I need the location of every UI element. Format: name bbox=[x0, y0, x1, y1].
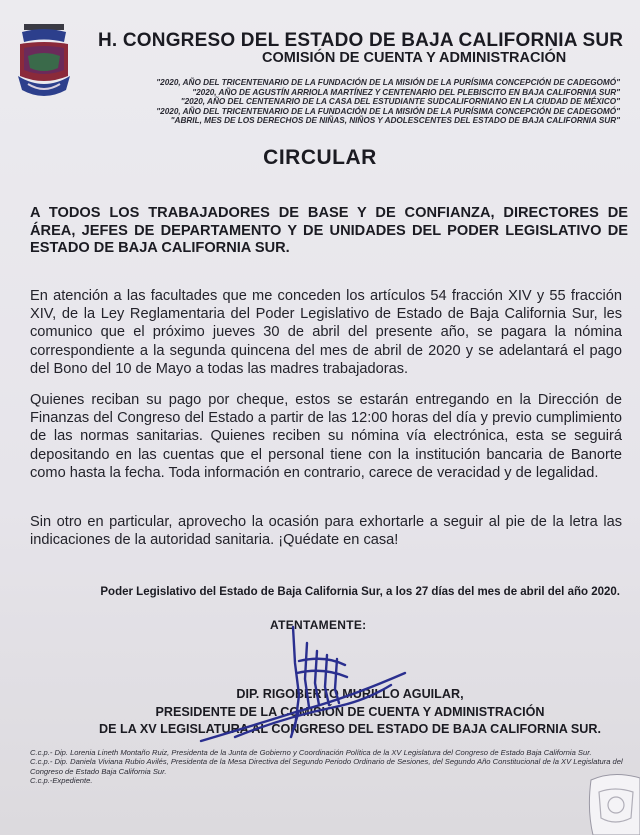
paragraph: En atención a las facultades que me conceden los artículos 54 fracción XIV y 55 fracción XIV, de la Ley Reglamentaria del Poder Legislativo de Estado de Baja California Sur, les comunico que el próximo jueves 30 de abril del presente año, se pagara la nómina correspondiente a la segunda quincena del mes de abril de 2020 y se adelantará el pago del Bono del 10 de Mayo a todas las madres trabajadoras. bbox=[30, 288, 622, 377]
year-motto: "2020, AÑO DEL TRICENTENARIO DE LA FUNDACIÓN DE LA MISIÓN DE LA PURÍSIMA CONCEPCIÓN DE CADEGOMÓ" bbox=[156, 78, 620, 87]
signatory-legislature: DE LA XV LEGISLATURA AL CONGRESO DEL ESTADO DE BAJA CALIFORNIA SUR. bbox=[99, 722, 601, 736]
dateline: Poder Legislativo del Estado de Baja California Sur, a los 27 días del mes de abril del año 2020. bbox=[100, 586, 620, 598]
cc-entry: C.c.p.- Dip. Lorenia Lineth Montaño Ruiz, Presidenta de la Junta de Gobierno y Coordinación Política de la XV Legislatura del Congreso de Estado Baja California Sur. bbox=[30, 748, 592, 757]
handwritten-signature bbox=[195, 615, 415, 745]
year-motto: "2020, AÑO DE AGUSTÍN ARRIOLA MARTÍNEZ Y CENTENARIO DEL PLEBISCITO EN BAJA CALIFORNIA SUR" bbox=[192, 87, 620, 97]
year-mottos bbox=[80, 78, 620, 126]
official-seal-icon bbox=[585, 770, 640, 835]
cc-entry: C.c.p.- Dip. Daniela Viviana Rubio Avilés, Presidenta de la Mesa Directiva del Segundo Periodo Ordinario de Sesiones, del Segundo Año Constitucional de la XV Legislatura del Congreso de Estado Baja California Sur. bbox=[30, 757, 623, 776]
closing: ATENTAMENTE: bbox=[270, 618, 367, 632]
cc-entry: C.c.p.-Expediente. bbox=[30, 776, 93, 786]
signatory-title: PRESIDENTE DE LA COMISIÓN DE CUENTA Y ADMINISTRACIÓN bbox=[155, 705, 545, 719]
congress-logo-icon bbox=[14, 22, 74, 104]
paragraph: Sin otro en particular, aprovecho la ocasión para exhortarle a seguir al pie de la letra las indicaciones de la autoridad sanitaria. ¡Quédate en casa! bbox=[30, 514, 622, 549]
document-heading: CIRCULAR bbox=[263, 146, 377, 169]
carbon-copy-list bbox=[30, 748, 625, 786]
addressee: A TODOS LOS TRABAJADORES DE BASE Y DE CONFIANZA, DIRECTORES DE ÁREA, JEFES DE DEPARTAMENTO Y DE UNIDADES DEL PODER LEGISLATIVO DE ESTADO DE BAJA CALIFORNIA SUR. bbox=[30, 205, 628, 256]
year-motto: "ABRIL, MES DE LOS DERECHOS DE NIÑAS, NIÑOS Y ADOLESCENTES DEL ESTADO DE BAJA CALIFORNIA SUR" bbox=[170, 116, 620, 126]
paragraph: Quienes reciban su pago por cheque, estos se estarán entregando en la Dirección de Finanzas del Congreso del Estado a partir de las 12:00 horas del día y previo cumplimiento de las normas sanitarias. Quienes reciben su nómina vía electrónica, esta se seguirá depositando en las cuentas que el personal tiene con la institución bancaria de Banorte como hasta la fecha. Toda información en contrario, carece de veracidad y de legalidad. bbox=[30, 392, 622, 481]
year-motto: "2020, AÑO DEL CENTENARIO DE LA CASA DEL ESTUDIANTE SUDCALIFORNIANO EN LA CIUDAD DE MÉXICO" bbox=[180, 97, 620, 107]
signatory-name: DIP. RIGOBERTO MURILLO AGUILAR, bbox=[236, 687, 464, 701]
year-motto: "2020, AÑO DEL TRICENTENARIO DE LA FUNDACIÓN DE LA MISIÓN DE LA PURÍSIMA CONCEPCIÓN DE CADEGOMÓ" bbox=[156, 106, 620, 116]
header-subtitle: COMISIÓN DE CUENTA Y ADMINISTRACIÓN bbox=[262, 50, 567, 66]
header-title: H. CONGRESO DEL ESTADO DE BAJA CALIFORNIA SUR bbox=[98, 30, 624, 51]
